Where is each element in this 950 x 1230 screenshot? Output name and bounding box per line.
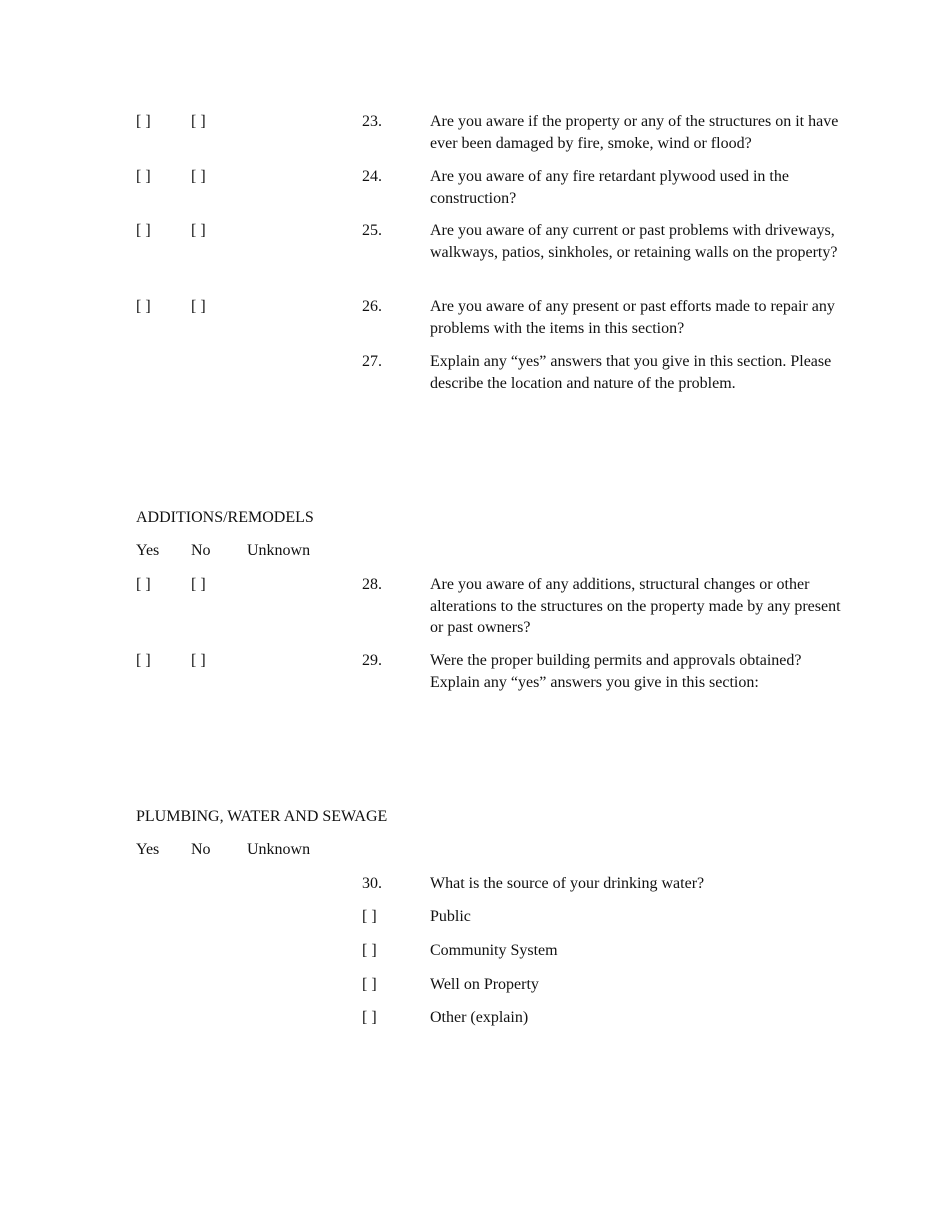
question-number: 28. [362,576,382,593]
option-label: Public [430,908,471,925]
q26-no-checkbox[interactable]: [ ] [191,298,206,315]
water-other-checkbox[interactable]: [ ] [362,1009,377,1026]
column-header-unknown: Unknown [247,542,311,559]
q23-no-checkbox[interactable]: [ ] [191,113,206,130]
q24-no-checkbox[interactable]: [ ] [191,168,206,185]
water-public-checkbox[interactable]: [ ] [362,908,377,925]
question-text: Are you aware if the property or any of the structures on it have ever been damaged by fire, smoke, wind or flood? [430,113,839,152]
q28-yes-checkbox[interactable]: [ ] [136,576,151,593]
question-number: 27. [362,353,382,370]
question-text: What is the source of your drinking water? [430,875,705,892]
q28-no-checkbox[interactable]: [ ] [191,576,206,593]
section-heading-additions: ADDITIONS/REMODELS [136,509,314,526]
option-label: Well on Property [430,976,539,993]
question-text: Are you aware of any fire retardant plywood used in the construction? [430,168,789,207]
water-well-checkbox[interactable]: [ ] [362,976,377,993]
question-number: 29. [362,652,382,669]
q25-no-checkbox[interactable]: [ ] [191,222,206,239]
question-number: 23. [362,113,382,130]
question-text: Are you aware of any present or past efforts made to repair any problems with the items in this section? [430,298,835,337]
q24-yes-checkbox[interactable]: [ ] [136,168,151,185]
column-header-no: No [191,542,211,559]
column-header-no: No [191,841,211,858]
question-number: 30. [362,875,382,892]
column-header-unknown: Unknown [247,841,311,858]
question-number: 24. [362,168,382,185]
section-heading-plumbing: PLUMBING, WATER AND SEWAGE [136,808,388,825]
question-text: Are you aware of any current or past problems with driveways, walkways, patios, sinkholes, or retaining walls on the property? [430,222,838,261]
option-label: Community System [430,942,558,959]
water-community-checkbox[interactable]: [ ] [362,942,377,959]
question-number: 26. [362,298,382,315]
q25-yes-checkbox[interactable]: [ ] [136,222,151,239]
q26-yes-checkbox[interactable]: [ ] [136,298,151,315]
question-text: Explain any “yes” answers that you give in this section. Please describe the location and nature of the problem. [430,353,832,392]
option-label: Other (explain) [430,1009,529,1026]
question-number: 25. [362,222,382,239]
column-header-yes: Yes [136,542,160,559]
column-header-yes: Yes [136,841,160,858]
q29-no-checkbox[interactable]: [ ] [191,652,206,669]
q23-yes-checkbox[interactable]: [ ] [136,113,151,130]
q29-yes-checkbox[interactable]: [ ] [136,652,151,669]
question-text: Are you aware of any additions, structural changes or other alterations to the structures on the property made by any present or past owners? [430,576,841,636]
question-text: Were the proper building permits and approvals obtained? Explain any “yes” answers you give in this section: [430,652,802,691]
